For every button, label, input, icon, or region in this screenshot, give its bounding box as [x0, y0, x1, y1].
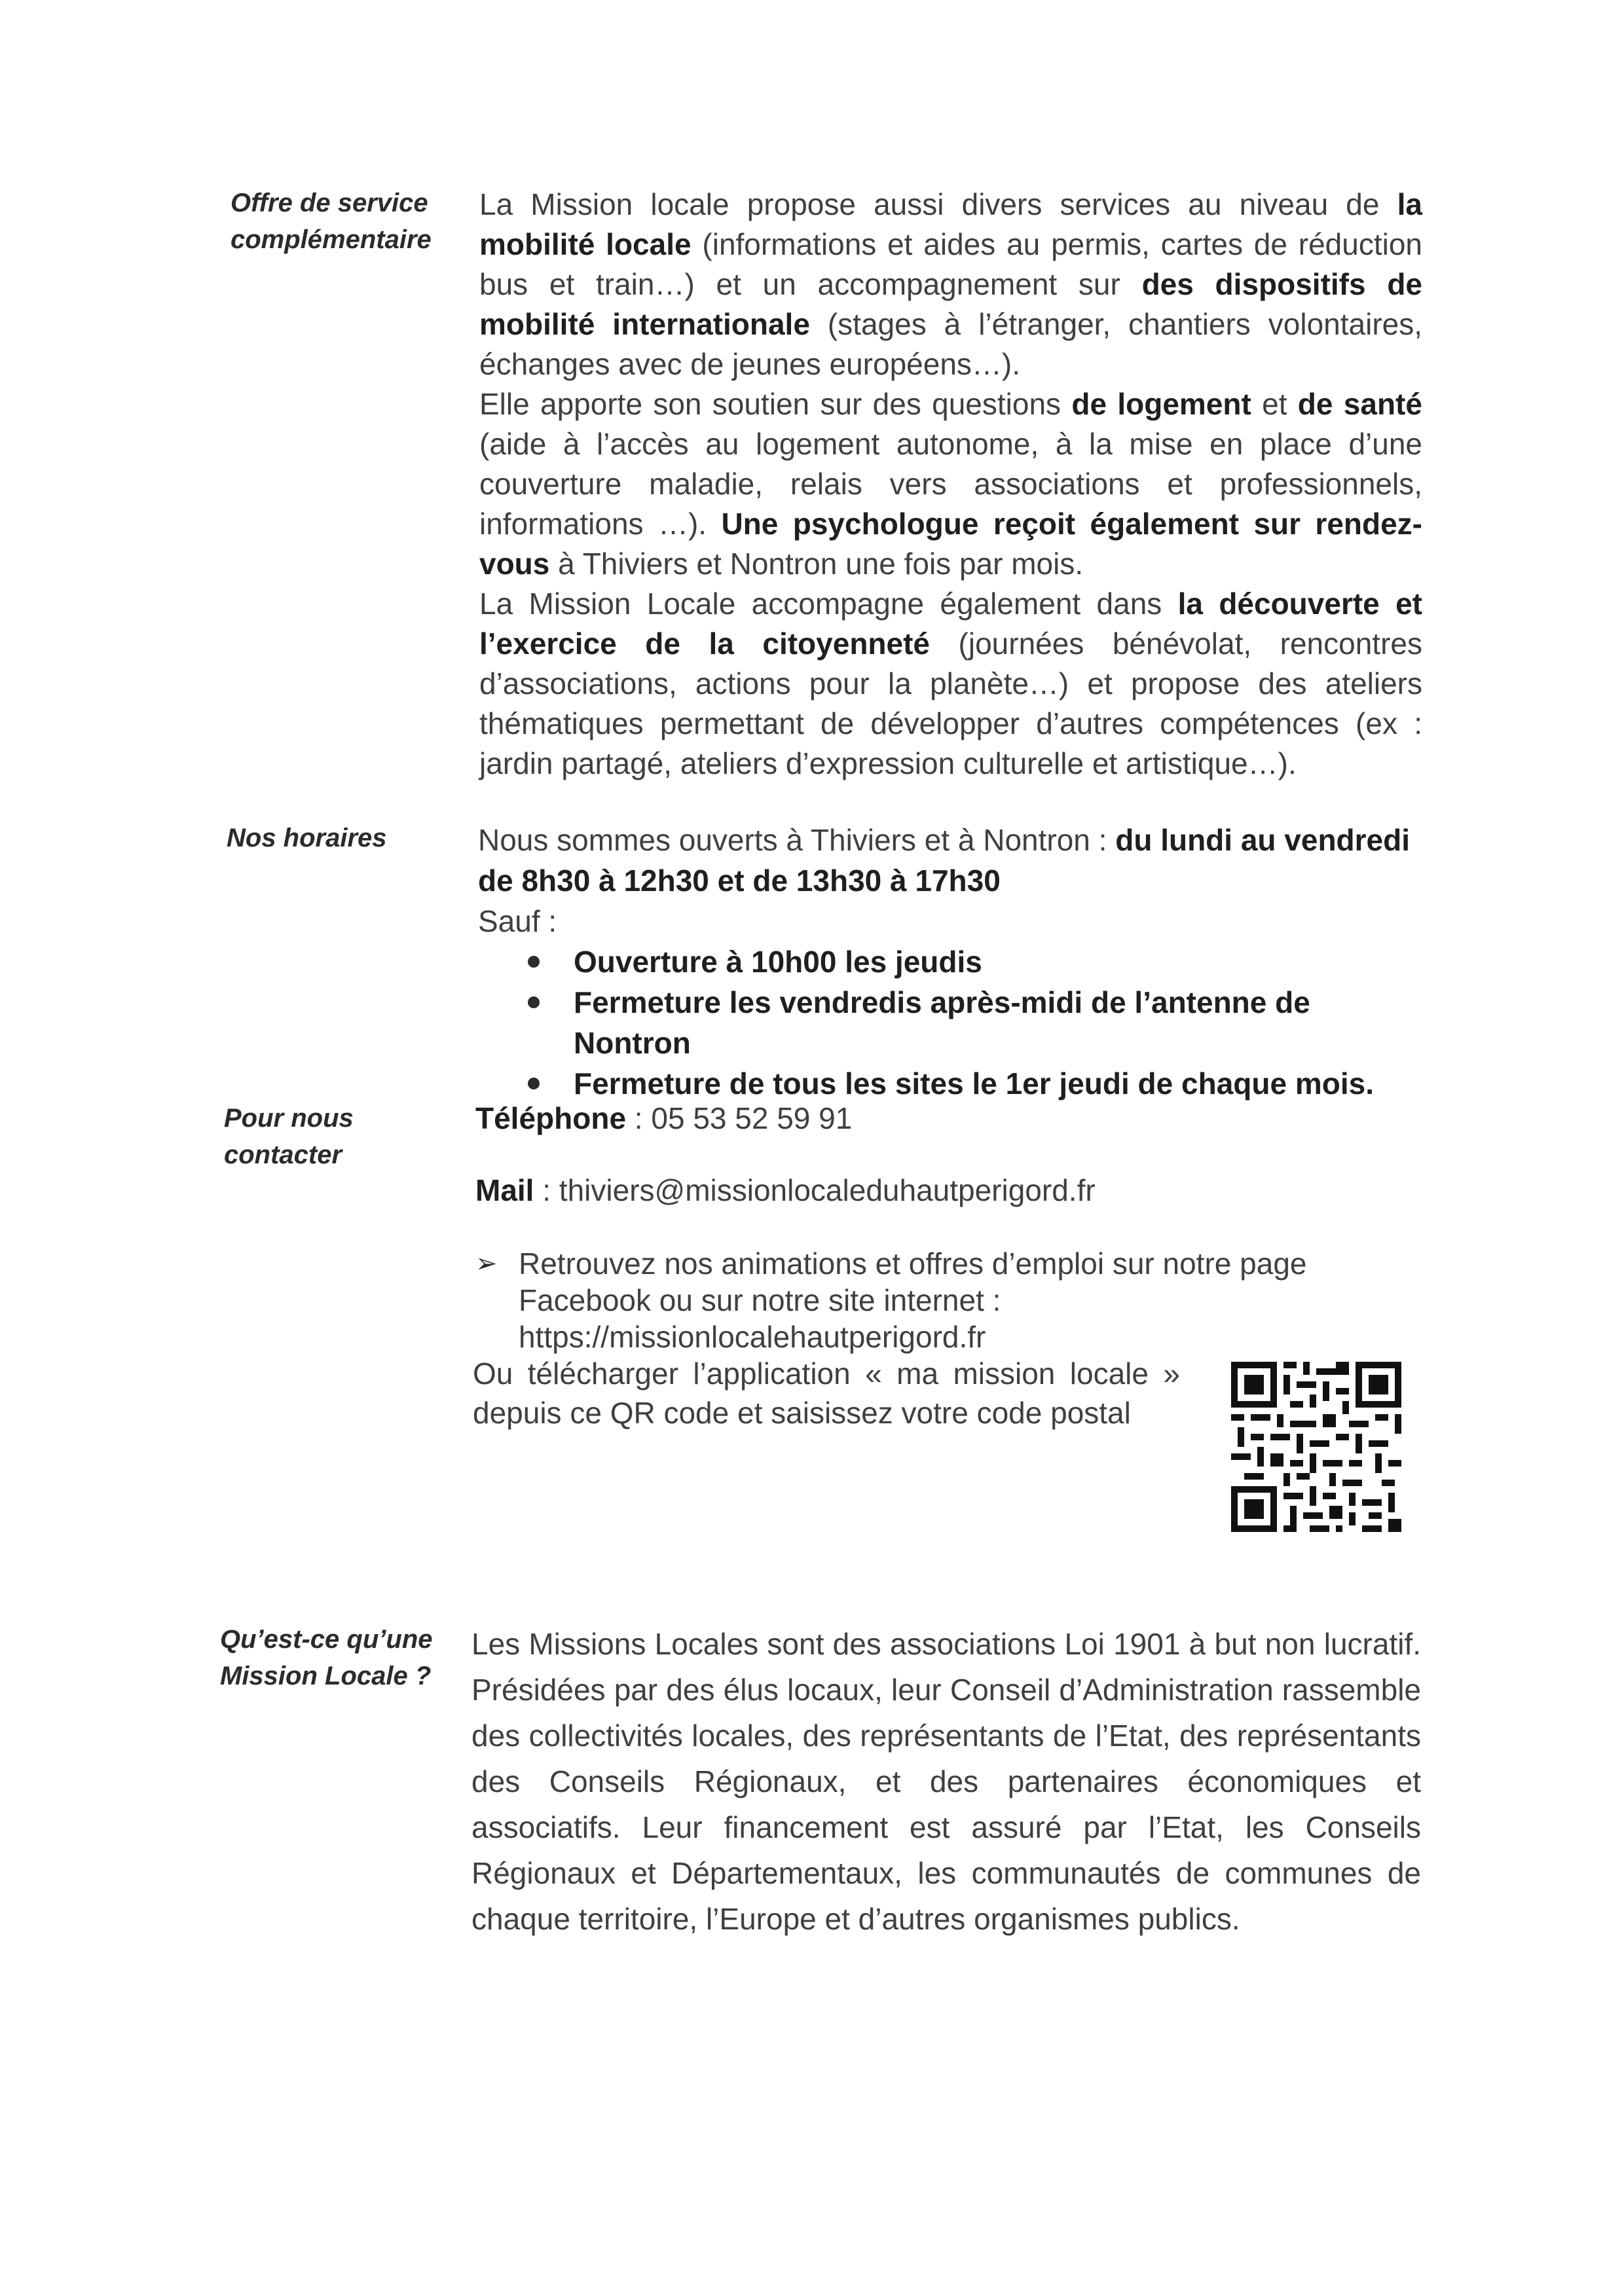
app-note — [473, 1354, 1180, 1432]
text: (aide à l’accès au logement autonome, à la mise en place d’une couverture maladie, relais vers associations et professionnels, informations …). — [479, 427, 1422, 541]
bold-text: de santé — [1297, 387, 1422, 421]
label-line: Pour nous — [224, 1104, 354, 1133]
section-label-offre — [231, 185, 447, 258]
hours-line — [478, 820, 1421, 901]
text: et — [1251, 387, 1298, 421]
qr-code-image[interactable] — [1231, 1362, 1401, 1532]
phone-number[interactable]: : 05 53 52 59 91 — [626, 1101, 853, 1135]
bold-text: Une psychologue reçoit également sur rendez-vous — [479, 507, 1423, 581]
list-item — [478, 1063, 1421, 1104]
bullet-dot-icon — [528, 1078, 540, 1089]
mission-text: Les Missions Locales sont des associations Loi 1901 à but non lucratif. Présidées par des élus locaux, leur Conseil d’Administration rassemble des collectivités locales, des représentants de l’Etat, des représentants des Conseils Régionaux, et des partenaires économiques et associatifs. Leur financement est assuré par l’Etat, les Conseils Régionaux et Départementaux, les communautés de communes de chaque territoire, l’Europe et d’autres organismes publics. — [471, 1627, 1421, 1936]
offre-body — [479, 185, 1422, 784]
arrow-bullet-icon: ➢ — [475, 1249, 498, 1278]
offre-paragraph-citizenship — [479, 584, 1422, 784]
text: (journées bénévolat, rencontres d’associations, actions pour la planète…) et propose des ateliers thématiques permettant de développer d’autres compétences (ex : jardin partagé, ateliers d’expression culturelle et artistique…). — [479, 627, 1422, 780]
bold-text: la découverte et l’exercice de la citoyenneté — [479, 587, 1422, 661]
list-item-text: Fermeture les vendredis après-midi de l’antenne de Nontron — [574, 985, 1310, 1060]
section-label-contact — [224, 1100, 440, 1173]
text: La Mission Locale accompagne également dans — [479, 587, 1178, 621]
text: (informations et aides au permis, cartes de réduction bus et train…) et un accompagnement sur — [479, 227, 1423, 301]
mail-label: Mail — [475, 1173, 534, 1207]
label-line: Offre de service — [231, 189, 428, 217]
sauf-label: Sauf : — [478, 904, 557, 938]
label-line: contacter — [224, 1140, 342, 1169]
list-item-text: Ouverture à 10h00 les jeudis — [574, 945, 982, 979]
bold-text: la mobilité locale — [479, 187, 1422, 261]
mail-address[interactable]: : thiviers@missionlocaleduhautperigord.fr — [534, 1173, 1096, 1207]
list-item — [478, 982, 1421, 1063]
offre-paragraph-housing-health — [479, 384, 1422, 584]
bold-text: de logement — [1071, 387, 1251, 421]
horaires-body — [478, 820, 1421, 1104]
bold-text: des dispositifs de mobilité internationale — [479, 267, 1422, 341]
opening-hours: du lundi au vendredi de 8h30 à 12h30 et de 13h30 à 17h30 — [478, 823, 1411, 898]
exceptions-list — [478, 941, 1421, 1104]
facebook-note-text: Retrouvez nos animations et offres d’emploi sur notre page Facebook ou sur notre site internet : https://missionlocalehautperigord.fr — [519, 1247, 1307, 1354]
phone-label: Téléphone — [475, 1101, 627, 1135]
offre-paragraph-mobility — [479, 185, 1422, 384]
label-line: Qu’est-ce qu’une — [220, 1625, 433, 1654]
app-note-text: Ou télécharger l’application « ma mission locale » depuis ce QR code et saisissez votre code postal — [473, 1357, 1180, 1430]
bullet-dot-icon — [528, 996, 540, 1008]
bullet-dot-icon — [528, 956, 540, 968]
mail-line — [475, 1172, 1445, 1209]
mission-body — [471, 1621, 1421, 1942]
label-line: Mission Locale ? — [220, 1662, 432, 1690]
text: Elle apporte son soutien sur des questions — [479, 387, 1072, 421]
label-line: Nos horaires — [227, 824, 387, 852]
facebook-note — [475, 1245, 1429, 1355]
label-line: complémentaire — [231, 225, 432, 254]
section-label-mission — [220, 1621, 449, 1694]
text: Nous sommes ouverts à Thiviers et à Nontron : — [478, 823, 1116, 857]
phone-line — [475, 1100, 1445, 1137]
list-item-text: Fermeture de tous les sites le 1er jeudi de chaque mois. — [574, 1066, 1374, 1101]
list-item — [478, 941, 1421, 982]
section-label-horaires — [227, 820, 443, 856]
text: (stages à l’étranger, chantiers volontaires, échanges avec de jeunes européens…). — [479, 307, 1422, 381]
text: à Thiviers et Nontron une fois par mois. — [549, 547, 1084, 581]
contact-body — [475, 1100, 1445, 1355]
text: La Mission locale propose aussi divers services au niveau de — [479, 187, 1397, 221]
